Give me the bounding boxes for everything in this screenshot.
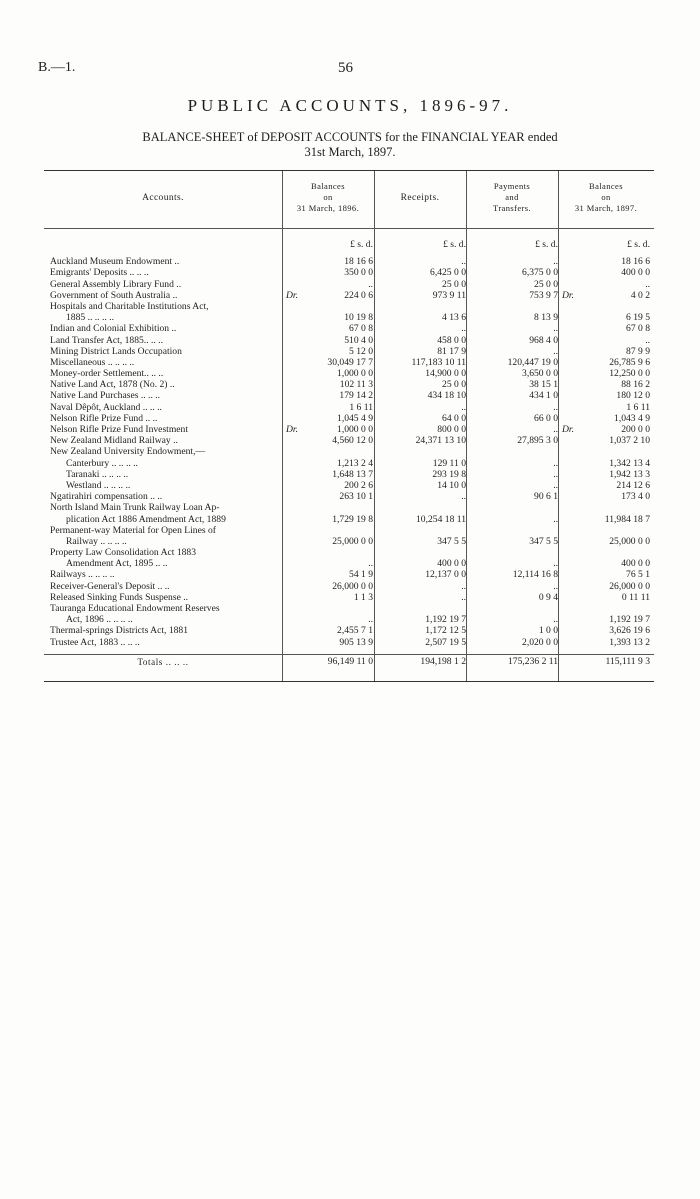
opening-balance: 30,049 17 7 [327,356,373,368]
table-row [44,279,654,290]
table-row [44,614,654,625]
closing-balance: 400 0 0 [621,558,650,570]
account-name: Nelson Rifle Prize Fund .. .. [50,412,158,424]
payments-value: 90 6 1 [534,491,558,503]
debit-marker: Dr. [562,424,574,435]
opening-balance: 26,000 0 0 [332,580,373,592]
table-row [44,335,654,346]
closing-balance: 3,626 19 6 [609,625,650,637]
total-receipts: 194,198 1 2 [420,655,466,667]
opening-balance: .. [368,558,373,570]
document-reference: B.—1. [38,60,76,75]
account-name: plication Act 1886 Amendment Act, 1889 [66,513,226,525]
header-text: Balances [589,181,623,191]
closing-balance: 67 0 8 [626,323,650,335]
debit-marker: Dr. [286,424,298,435]
page-number: 56 [338,60,353,76]
payments-value: .. [553,513,558,525]
unit-label: £ s. d. [350,239,373,250]
header-divider [44,228,654,229]
receipts-value: .. [461,323,466,335]
payments-value: 2,020 0 0 [522,636,558,648]
account-name: Property Law Consolidation Act 1883 [50,547,197,559]
opening-balance: 350 0 0 [344,267,373,279]
account-name: Canterbury .. .. .. .. [66,457,138,469]
closing-balance: 18 16 6 [621,256,650,268]
payments-value: .. [553,580,558,592]
opening-balance: 1 6 11 [349,401,373,413]
payments-value: 0 9 4 [538,591,558,603]
table-row [44,446,654,457]
page-subtitle [60,130,640,160]
closing-balance: 76 5 1 [626,569,650,581]
header-text: on [323,192,333,202]
table-row [44,469,654,480]
table-row [44,379,654,390]
payments-value: 1 0 0 [538,625,558,637]
account-name: Land Transfer Act, 1885.. .. .. [50,334,163,346]
table-row [44,357,654,368]
closing-balance: 400 0 0 [621,267,650,279]
subtitle-line-1: BALANCE-SHEET of DEPOSIT ACCOUNTS for the FINANCIAL YEAR ended [142,130,558,144]
account-name: Ngatirahiri compensation .. .. [50,491,163,503]
payments-value: .. [553,323,558,335]
receipts-value: 973 9 11 [432,289,466,301]
opening-balance: 510 4 0 [344,334,373,346]
opening-balance: 200 2 6 [344,479,373,491]
totals-label: Totals .. .. .. [137,656,189,667]
payments-value: .. [553,256,558,268]
closing-balance: 88 16 2 [621,379,650,391]
receipts-value: 12,137 0 0 [425,569,466,581]
table-row [44,402,654,413]
closing-balance: 1,342 13 4 [609,457,650,469]
opening-balance: 1,648 13 7 [332,468,373,480]
table-row [44,301,654,312]
opening-balance: 25,000 0 0 [332,535,373,547]
table-row [44,435,654,446]
receipts-value: 10,254 18 11 [415,513,466,525]
account-name: New Zealand Midland Railway .. [50,435,178,447]
table-row [44,625,654,636]
receipts-value: 800 0 0 [437,424,466,435]
account-name: Released Sinking Funds Suspense .. [50,591,189,603]
payments-value: 38 15 1 [529,379,558,391]
header-text: Balances [311,181,345,191]
account-name: Thermal-springs Districts Act, 1881 [50,625,189,637]
header-text: Payments [493,181,531,191]
opening-balance: 10 19 8 [344,312,373,324]
table-row [44,525,654,536]
receipts-value: 25 0 0 [442,379,466,391]
total-payments: 175,236 2 11 [507,655,558,667]
table-row [44,312,654,323]
header-text: 31 March, 1897. [574,203,638,213]
opening-balance: 5 12 0 [349,345,373,357]
closing-balance: 87 9 9 [626,345,650,357]
payments-value: .. [553,479,558,491]
deposit-accounts-table [44,170,654,682]
table-row [44,390,654,401]
closing-balance: 1,037 2 10 [609,435,650,447]
table-row [44,368,654,379]
unit-label: £ s. d. [627,239,650,250]
table-row [44,424,654,435]
payments-value: .. [553,457,558,469]
table-row [44,514,654,525]
receipts-value: 293 19 8 [432,468,466,480]
receipts-value: 347 5 5 [437,535,466,547]
payments-value: 968 4 0 [529,334,558,346]
table-row [44,290,654,301]
payments-value: 8 13 9 [534,312,558,324]
table-row [44,323,654,334]
closing-balance: 6 19 5 [626,312,650,324]
closing-balance: 214 12 6 [616,479,650,491]
header-payments [466,181,558,214]
table-row [44,256,654,267]
receipts-value: 64 0 0 [442,412,466,424]
closing-balance: .. [645,278,650,290]
closing-balance: 1,043 4 9 [614,412,650,424]
receipts-value: 129 11 0 [432,457,466,469]
account-name: Naval Dêpôt, Auckland .. .. .. [50,401,162,413]
receipts-value: 81 17 9 [437,345,466,357]
closing-balance: 4 0 2 [630,289,650,301]
opening-balance: 67 0 8 [349,323,373,335]
table-row [44,547,654,558]
receipts-value: 4 13 6 [442,312,466,324]
account-name: Receiver-General's Deposit .. .. [50,580,170,592]
payments-value: .. [553,468,558,480]
opening-balance: 905 13 9 [339,636,373,648]
table-row [44,346,654,357]
receipts-value: 14 10 0 [437,479,466,491]
header-balances-1896 [282,181,374,214]
receipts-value: .. [461,580,466,592]
account-name: Emigrants' Deposits .. .. .. [50,267,149,279]
payments-value: 120,447 19 0 [507,356,558,368]
opening-balance: .. [368,614,373,626]
account-name: Mining District Lands Occupation [50,345,182,357]
account-name: General Assembly Library Fund .. [50,278,182,290]
totals-row [44,654,654,669]
closing-balance: 200 0 0 [621,424,650,435]
receipts-value: 1,192 19 7 [425,614,466,626]
account-name: Nelson Rifle Prize Fund Investment [50,424,189,435]
header-text: and [505,192,519,202]
table-row [44,637,654,648]
closing-balance: 180 12 0 [616,390,650,402]
account-name: North Island Main Trunk Railway Loan Ap- [50,502,220,514]
receipts-value: .. [461,591,466,603]
unit-row [44,239,654,250]
page-title: PUBLIC ACCOUNTS, 1896-97. [187,96,513,115]
closing-balance: 1,942 13 3 [609,468,650,480]
account-name: Permanent-way Material for Open Lines of [50,524,216,536]
opening-balance: 1 1 3 [353,591,373,603]
opening-balance: 224 0 6 [344,289,373,301]
payments-value: 753 9 7 [529,289,558,301]
receipts-value: 458 0 0 [437,334,466,346]
account-name: Money-order Settlement.. .. .. [50,368,164,380]
payments-value: .. [553,614,558,626]
account-name: Government of South Australia .. [50,289,178,301]
opening-balance: .. [368,278,373,290]
receipts-value: 434 18 10 [427,390,466,402]
table-row [44,592,654,603]
receipts-value: 6,425 0 0 [430,267,466,279]
payments-value: .. [553,558,558,570]
table-row [44,558,654,569]
payments-value: 6,375 0 0 [522,267,558,279]
closing-balance: 25,000 0 0 [609,535,650,547]
receipts-value: .. [461,401,466,413]
payments-value: .. [553,424,558,435]
account-name: Auckland Museum Endowment .. [50,256,180,268]
table-row [44,458,654,469]
closing-balance: 26,000 0 0 [609,580,650,592]
debit-marker: Dr. [562,289,574,301]
debit-marker: Dr. [286,289,298,301]
payments-value: 27,895 3 0 [517,435,558,447]
table-row [44,569,654,580]
opening-balance: 4,560 12 0 [332,435,373,447]
closing-balance: .. [645,334,650,346]
unit-label: £ s. d. [535,239,558,250]
account-name: Railway .. .. .. .. [66,535,127,547]
table-row [44,491,654,502]
receipts-value: 117,183 10 11 [411,356,466,368]
total-closing-balance: 115,111 9 3 [605,655,650,667]
closing-balance: 0 11 11 [621,591,650,603]
table-row [44,480,654,491]
opening-balance: 1,045 4 9 [337,412,373,424]
receipts-value: 14,900 0 0 [425,368,466,380]
header-text: on [601,192,611,202]
receipts-value: .. [461,256,466,268]
opening-balance: 1,000 0 0 [337,424,373,435]
account-name: Tauranga Educational Endowment Reserves [50,603,220,614]
opening-balance: 263 10 1 [339,491,373,503]
account-name: Act, 1896 .. .. .. .. [66,614,133,626]
opening-balance: 18 16 6 [344,256,373,268]
account-name: Native Land Act, 1878 (No. 2) .. [50,379,175,391]
receipts-value: 2,507 19 5 [425,636,466,648]
opening-balance: 102 11 3 [339,379,373,391]
header-receipts: Receipts. [400,193,440,203]
opening-balance: 1,213 2 4 [337,457,373,469]
receipts-value: 25 0 0 [442,278,466,290]
closing-balance: 12,250 0 0 [609,368,650,380]
table-row [44,502,654,513]
account-name: Railways .. .. .. .. [50,569,115,581]
payments-value: 347 5 5 [529,535,558,547]
payments-value: .. [553,401,558,413]
table-row [44,267,654,278]
opening-balance: 179 14 2 [339,390,373,402]
payments-value: 434 1 0 [529,390,558,402]
table-body [44,239,654,669]
opening-balance: 1,000 0 0 [337,368,373,380]
account-name: New Zealand University Endowment,— [50,446,206,458]
receipts-value: .. [461,491,466,503]
account-name: Native Land Purchases .. .. .. [50,390,161,402]
account-name: Westland .. .. .. .. [66,479,131,491]
payments-value: 12,114 16 8 [512,569,558,581]
table-row [44,536,654,547]
account-name: Trustee Act, 1883 .. .. .. [50,636,140,648]
closing-balance: 1 6 11 [626,401,650,413]
closing-balance: 26,785 9 6 [609,356,650,368]
receipts-value: 400 0 0 [437,558,466,570]
payments-value: 66 0 0 [534,412,558,424]
opening-balance: 1,729 19 8 [332,513,373,525]
account-name: Hospitals and Charitable Institutions Act, [50,300,209,312]
table-row [44,413,654,424]
unit-label: £ s. d. [443,239,466,250]
header-accounts: Accounts. [142,193,184,203]
header-balances-1897 [558,181,654,214]
closing-balance: 173 4 0 [621,491,650,503]
table-row [44,603,654,614]
header-text: 31 March, 1896. [296,203,360,213]
payments-value: .. [553,345,558,357]
receipts-value: 24,371 13 10 [415,435,466,447]
receipts-value: 1,172 12 5 [425,625,466,637]
closing-balance: 1,192 19 7 [609,614,650,626]
account-name: Miscellaneous .. .. .. .. [50,356,135,368]
account-name: Amendment Act, 1895 .. .. [66,558,168,570]
total-opening-balance: 96,149 11 0 [327,655,373,667]
opening-balance: 54 1 9 [349,569,373,581]
subtitle-line-2: 31st March, 1897. [304,145,396,159]
account-name: Indian and Colonial Exhibition .. [50,323,177,335]
opening-balance: 2,455 7 1 [337,625,373,637]
closing-balance: 1,393 13 2 [609,636,650,648]
closing-balance: 11,984 18 7 [604,513,650,525]
payments-value: 3,650 0 0 [522,368,558,380]
payments-value: 25 0 0 [534,278,558,290]
header-text: Transfers. [493,203,531,213]
table-row [44,581,654,592]
account-name: Taranaki .. .. .. .. [66,468,129,480]
account-name: 1885 .. .. .. .. [66,312,114,324]
